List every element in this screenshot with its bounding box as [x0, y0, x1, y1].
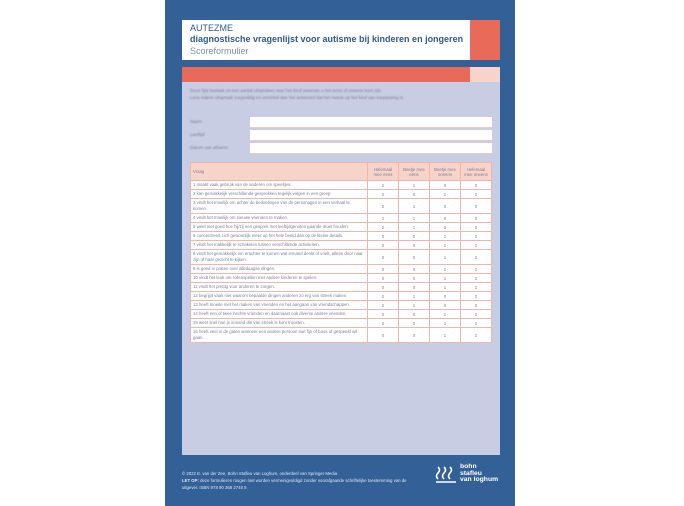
table-row [191, 223, 492, 232]
table-row [191, 283, 492, 292]
score-cell[interactable]: 0 [430, 292, 461, 301]
field-label: Leeftijd [190, 132, 205, 137]
score-cell[interactable]: 2 [461, 319, 492, 328]
score-cell[interactable]: 0 [368, 241, 399, 250]
question-text: 7 vindt het makkelijk te schakelen tussen verschillende activiteiten. [191, 241, 368, 250]
score-cell[interactable]: 0 [368, 274, 399, 283]
score-cell[interactable]: 1 [430, 250, 461, 265]
form-title: Scoreformulier [190, 46, 249, 56]
footer [182, 470, 412, 491]
score-cell[interactable]: 0 [461, 181, 492, 190]
question-text: 13 heeft moeite met het maken van vrienden en het aangaan van vriendschappen. [191, 301, 368, 310]
table-row [191, 274, 492, 283]
accent-block [470, 20, 500, 60]
publisher-wave-icon [435, 464, 457, 484]
score-cell[interactable]: 2 [461, 310, 492, 319]
score-cell[interactable]: 1 [399, 214, 430, 223]
column-header: Beetje mee oneens [430, 163, 461, 181]
copyright: © 2022 E. van der Zee, Bohn Stafleu van Loghum, onderdeel van Springer Media [182, 471, 338, 476]
table-row [191, 214, 492, 223]
table-row [191, 319, 492, 328]
question-text: 15 weet snel hoe je iemand die van streek is kunt troosten. [191, 319, 368, 328]
score-cell[interactable]: 2 [368, 292, 399, 301]
question-text: 16 heeft veel in de gaten wanneer een andere persoon niet fijn of boos of gespeeld wil gaan. [191, 328, 368, 343]
score-cell[interactable]: 1 [399, 223, 430, 232]
publisher-line: bohn [460, 463, 477, 471]
score-cell[interactable]: 2 [368, 214, 399, 223]
age-field[interactable] [250, 130, 492, 141]
score-cell[interactable]: 2 [461, 274, 492, 283]
score-cell[interactable]: 0 [399, 241, 430, 250]
question-text: 3 vindt het moeilijk om achter de bedoelingen van de personages in een verhaal te komen. [191, 199, 368, 214]
score-cell[interactable]: 1 [430, 319, 461, 328]
column-header: Vraag [191, 163, 368, 181]
score-cell[interactable]: 1 [399, 181, 430, 190]
score-cell[interactable]: 0 [368, 283, 399, 292]
score-cell[interactable]: 0 [430, 199, 461, 214]
score-cell[interactable]: 0 [368, 190, 399, 199]
score-cell[interactable]: 2 [461, 265, 492, 274]
column-header: Helemaal mee oneens [461, 163, 492, 181]
score-cell[interactable]: 0 [399, 232, 430, 241]
accent-bar [182, 67, 470, 82]
score-cell[interactable]: 0 [368, 265, 399, 274]
score-cell[interactable]: 2 [461, 283, 492, 292]
name-field[interactable] [250, 117, 492, 128]
table-row [191, 190, 492, 199]
table-row [191, 310, 492, 319]
question-text: 14 heeft een of twee hechte vrienden en daarnaast ook diverse andere vrienden. [191, 310, 368, 319]
score-cell[interactable]: 1 [399, 199, 430, 214]
form-panel [182, 82, 500, 455]
score-cell[interactable]: 2 [461, 232, 492, 241]
score-cell[interactable]: 1 [399, 292, 430, 301]
table-row [191, 241, 492, 250]
publisher-line: van loghum [460, 476, 499, 484]
score-cell[interactable]: 2 [461, 250, 492, 265]
column-header: Helemaal mee eens [368, 163, 399, 181]
score-cell[interactable]: 0 [399, 250, 430, 265]
score-cell[interactable]: 0 [368, 232, 399, 241]
score-cell[interactable]: 0 [430, 223, 461, 232]
score-cell[interactable]: 2 [461, 328, 492, 343]
question-text: 5 weet niet goed hoe hij/zij een gesprek met leeftijdgenoten gaande moet houden. [191, 223, 368, 232]
publisher-line: stafleu [460, 469, 482, 477]
score-cell[interactable]: 0 [461, 199, 492, 214]
score-cell[interactable]: 1 [430, 283, 461, 292]
score-cell[interactable]: 0 [368, 250, 399, 265]
title-block [182, 20, 470, 60]
column-header: Beetje mee eens [399, 163, 430, 181]
score-cell[interactable]: 1 [430, 190, 461, 199]
subtitle: diagnostische vragenlijst voor autisme bij kinderen en jongeren [190, 34, 464, 44]
table-row [191, 265, 492, 274]
score-cell[interactable]: 1 [399, 301, 430, 310]
score-table [190, 162, 492, 343]
score-cell[interactable]: 0 [430, 181, 461, 190]
score-cell[interactable]: 0 [368, 328, 399, 343]
score-cell[interactable]: 0 [430, 301, 461, 310]
score-cell[interactable]: 1 [430, 274, 461, 283]
question-text: 8 vindt het gemakkelijk om erachter te komen wat iemand denkt of voelt, alleen door naar zijn of haar gezicht te kijken. [191, 250, 368, 265]
score-cell[interactable]: 0 [368, 310, 399, 319]
date-field[interactable] [250, 143, 492, 154]
field-label: Naam [190, 119, 203, 124]
score-cell[interactable]: 2 [368, 301, 399, 310]
score-cell[interactable]: 0 [399, 190, 430, 199]
table-row [191, 292, 492, 301]
score-cell[interactable]: 0 [399, 283, 430, 292]
question-text: 4 vindt het moeilijk om nieuwe vrienden te maken. [191, 214, 368, 223]
score-cell[interactable]: 2 [461, 241, 492, 250]
score-cell[interactable]: 0 [368, 319, 399, 328]
question-text: 12 begrijpt vaak niet waarom bepaalde dingen anderen zo erg van streek maken. [191, 292, 368, 301]
score-cell[interactable]: 0 [399, 319, 430, 328]
question-text: 6 concentreert zich gewoonlijk meer op het hele beeld dan op de kleine details. [191, 232, 368, 241]
score-cell[interactable]: 0 [399, 274, 430, 283]
table-row [191, 181, 492, 190]
question-text: 1 maakt vaak gebruik van de anderen om speeltjes. [191, 181, 368, 190]
score-cell[interactable]: 2 [368, 199, 399, 214]
score-cell[interactable]: 0 [399, 265, 430, 274]
accent-bar-pale [470, 67, 500, 82]
question-text: 10 vindt het leuk om rollenspellen met andere kinderen te spelen. [191, 274, 368, 283]
score-cell[interactable]: 1 [430, 265, 461, 274]
notice-text: deze formulieren mogen niet worden vermenigvuldigd zonder voorafgaande schriftelijke toestemming van de uitgever. ISBN 978 90 368 2748 5 [182, 478, 407, 490]
question-text: 2 kan gemakkelijk verschillende gesprekken tegelijk volgen in een groep. [191, 190, 368, 199]
score-cell[interactable]: 0 [461, 214, 492, 223]
score-cell[interactable]: 0 [399, 328, 430, 343]
document-cover [165, 0, 515, 506]
intro-line: Deze lijst bestaat uit een aantal uitspraken over het kind waarvan u het eens of oneens kunt zijn. [190, 88, 383, 93]
score-cell[interactable]: 0 [461, 292, 492, 301]
score-cell[interactable]: 1 [430, 328, 461, 343]
score-cell[interactable]: 1 [430, 310, 461, 319]
score-cell[interactable]: 1 [430, 232, 461, 241]
score-cell[interactable]: 0 [399, 310, 430, 319]
table-row [191, 301, 492, 310]
table-row [191, 199, 492, 214]
table-row [191, 232, 492, 241]
score-cell[interactable]: 0 [430, 214, 461, 223]
score-cell[interactable]: 1 [430, 241, 461, 250]
question-text: 9 is goed in praten over alledaagse dingen. [191, 265, 368, 274]
score-cell[interactable]: 0 [461, 301, 492, 310]
publisher-logo [435, 464, 498, 484]
question-text: 11 vindt het prettig voor anderen te zorgen. [191, 283, 368, 292]
score-cell[interactable]: 2 [368, 223, 399, 232]
score-cell[interactable]: 2 [461, 190, 492, 199]
field-label: Datum van afname [190, 145, 229, 150]
table-row [191, 328, 492, 343]
score-cell[interactable]: 2 [368, 181, 399, 190]
table-row [191, 250, 492, 265]
score-cell[interactable]: 0 [461, 223, 492, 232]
intro-line: Lees iedere uitspraak zorgvuldig en omcirkel dan het antwoord dat het meest op het kind van toepassing is. [190, 95, 405, 100]
notice-label: LET OP: [182, 478, 199, 483]
brand-title: AUTEZME [190, 23, 234, 33]
